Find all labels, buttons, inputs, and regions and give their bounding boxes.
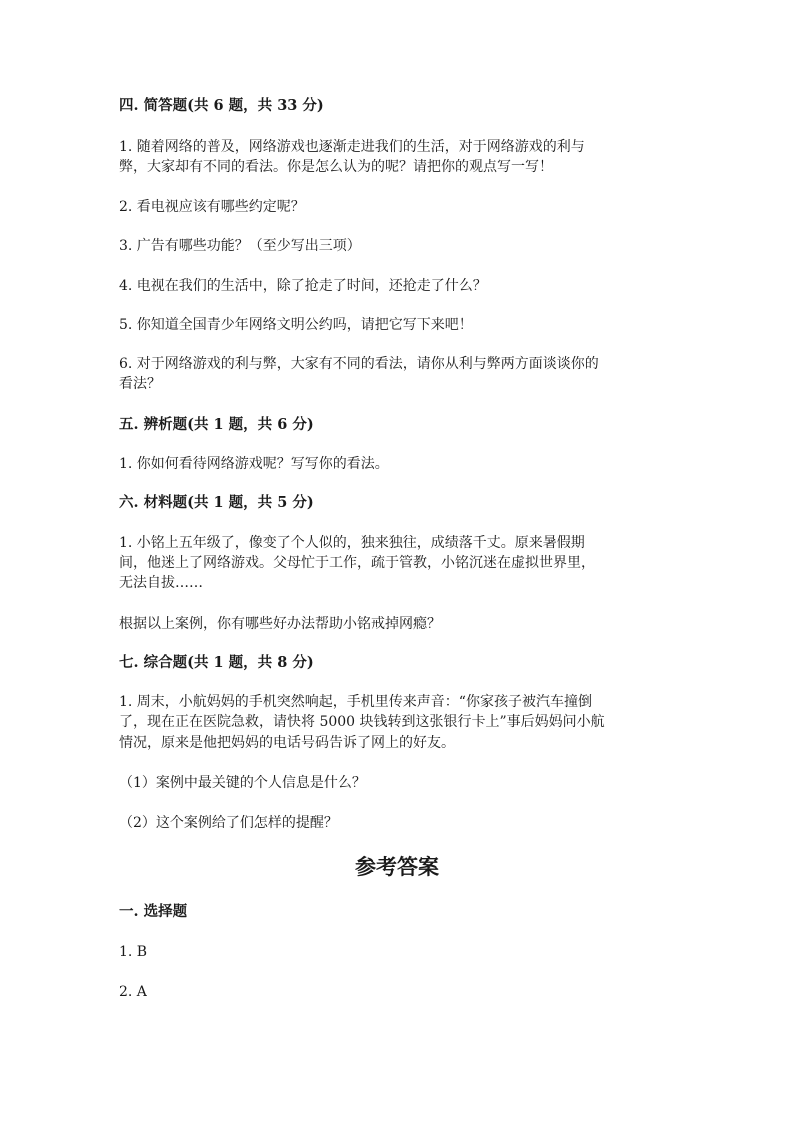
section-4-heading: 四. 简答题(共 6 题，共 33 分) bbox=[119, 97, 324, 114]
s6-q1-line2: 间，他迷上了网络游戏。父母忙于工作，疏于管教，小铭沉迷在虚拟世界里， bbox=[119, 555, 595, 571]
section-6-heading: 六. 材料题(共 1 题，共 5 分) bbox=[119, 494, 314, 511]
s7-q1-line1: 1. 周末，小航妈妈的手机突然响起，手机里传来声音：“你家孩子被汽车撞倒 bbox=[119, 694, 592, 710]
answers-section-1-heading: 一. 选择题 bbox=[119, 903, 188, 920]
s4-q6-line2: 看法？ bbox=[119, 376, 161, 392]
s4-q2: 2. 看电视应该有哪些约定呢？ bbox=[119, 199, 305, 215]
section-7-heading: 七. 综合题(共 1 题，共 8 分) bbox=[119, 654, 314, 671]
s4-q4: 4. 电视在我们的生活中，除了抢走了时间，还抢走了什么？ bbox=[119, 278, 487, 294]
s4-q6-line1: 6. 对于网络游戏的利与弊，大家有不同的看法，请你从利与弊两方面谈谈你的 bbox=[119, 356, 599, 372]
s6-q1-ask: 根据以上案例，你有哪些好办法帮助小铭戒掉网瘾？ bbox=[119, 616, 441, 632]
s7-q1-line2: 了，现在正在医院急救，请快将 5000 块钱转到这张银行卡上”事后妈妈问小航 bbox=[119, 714, 605, 730]
s4-q5: 5. 你知道全国青少年网络文明公约吗，请把它写下来吧！ bbox=[119, 317, 473, 333]
s5-q1: 1. 你如何看待网络游戏呢？写写你的看法。 bbox=[119, 456, 389, 472]
s4-q1-line1: 1. 随着网络的普及，网络游戏也逐渐走进我们的生活，对于网络游戏的利与 bbox=[119, 139, 585, 155]
s7-q1-line3: 情况，原来是他把妈妈的电话号码告诉了网上的好友。 bbox=[119, 735, 455, 751]
s6-q1-line1: 1. 小铭上五年级了，像变了个人似的，独来独往，成绩落千丈。原来暑假期 bbox=[119, 535, 585, 551]
section-5-heading: 五. 辨析题(共 1 题，共 6 分) bbox=[119, 416, 314, 433]
s7-sub1: （1）案例中最关键的个人信息是什么？ bbox=[119, 775, 366, 791]
answer-item: 2. A bbox=[119, 984, 147, 1000]
answer-item: 1. B bbox=[119, 944, 148, 960]
s4-q1-line2: 弊，大家却有不同的看法。你是怎么认为的呢？请把你的观点写一写！ bbox=[119, 159, 553, 175]
s7-sub2: （2）这个案例给了们怎样的提醒？ bbox=[119, 815, 338, 831]
s6-q1-line3: 无法自拔…… bbox=[119, 575, 203, 591]
answers-title: 参考答案 bbox=[355, 854, 439, 879]
s4-q3: 3. 广告有哪些功能？（至少写出三项） bbox=[119, 238, 361, 254]
